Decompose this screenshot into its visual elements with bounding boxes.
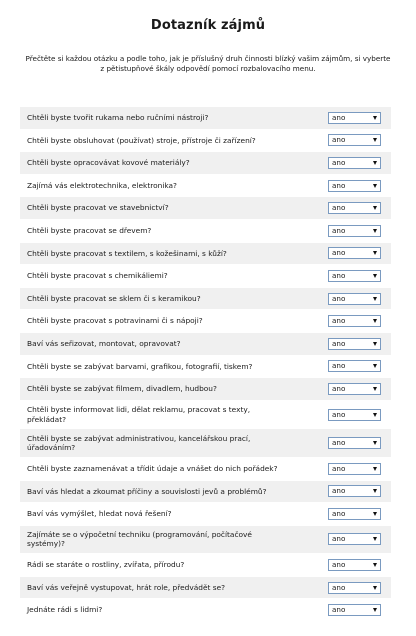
answer-value: ano [332, 112, 346, 122]
answer-value: ano [332, 203, 346, 213]
answer-value: ano [332, 293, 346, 303]
answer-select[interactable] [328, 225, 381, 237]
question-row [20, 310, 391, 333]
triangle-down-icon [373, 297, 377, 301]
triangle-down-icon [373, 563, 377, 567]
triangle-down-icon [373, 467, 377, 471]
question-row [20, 152, 391, 175]
answer-cell [299, 270, 391, 282]
answer-value: ano [332, 270, 346, 280]
answer-value: ano [332, 248, 346, 258]
answer-cell [299, 202, 391, 214]
answer-cell [299, 409, 391, 421]
answer-value: ano [332, 225, 346, 235]
question-text: Rádi se staráte o rostliny, zvířata, přírodu? [27, 560, 185, 570]
answer-select[interactable] [328, 409, 381, 421]
triangle-down-icon [373, 138, 377, 142]
answer-value: ano [332, 361, 346, 371]
page-title: Dotazník zájmů [150, 18, 266, 33]
question-row [20, 378, 391, 401]
question-row [20, 401, 391, 430]
answer-value: ano [332, 486, 346, 496]
answer-select[interactable] [328, 247, 381, 259]
question-text: Zajímá vás elektrotechnika, elektronika? [27, 180, 177, 190]
triangle-down-icon [373, 441, 377, 445]
question-text: Chtěli byste opracovávat kovové materiály? [27, 158, 190, 168]
answer-cell [299, 604, 391, 616]
question-text: Chtěli byste informovat lidi, dělat reklamu, pracovat s texty, překládat? [27, 404, 251, 424]
question-row [20, 429, 391, 458]
triangle-down-icon [373, 608, 377, 612]
triangle-down-icon [373, 512, 377, 516]
answer-cell [299, 134, 391, 146]
answer-value: ano [332, 534, 346, 544]
triangle-down-icon [373, 251, 377, 255]
triangle-down-icon [373, 184, 377, 188]
intro-text: Přečtěte si každou otázku a podle toho, jak je příslušný druh činnosti blízký vašim zájmům, si vyberte z pětistupňové škály odpovědí pomocí rozbalovacího menu. [25, 54, 391, 73]
triangle-down-icon [373, 537, 377, 541]
triangle-down-icon [373, 229, 377, 233]
answer-select[interactable] [328, 157, 381, 169]
triangle-down-icon [373, 489, 377, 493]
question-row [20, 220, 391, 243]
question-row [20, 554, 391, 577]
answer-cell [299, 559, 391, 571]
question-row [20, 458, 391, 481]
answer-select[interactable] [328, 508, 381, 520]
answer-value: ano [332, 135, 346, 145]
question-text: Chtěli byste se zabývat barvami, grafikou, fotografií, tiskem? [27, 361, 253, 371]
answer-value: ano [332, 409, 346, 419]
answer-value: ano [332, 582, 346, 592]
question-row [20, 243, 391, 266]
answer-cell [299, 293, 391, 305]
answer-select[interactable] [328, 383, 381, 395]
answer-cell [299, 485, 391, 497]
answer-select[interactable] [328, 270, 381, 282]
answer-value: ano [332, 560, 346, 570]
question-row [20, 526, 391, 555]
answer-select[interactable] [328, 604, 381, 616]
answer-select[interactable] [328, 463, 381, 475]
answer-value: ano [332, 463, 346, 473]
question-row [20, 333, 391, 356]
answer-value: ano [332, 316, 346, 326]
answer-value: ano [332, 605, 346, 615]
question-text: Chtěli byste pracovat se sklem či s keramikou? [27, 293, 201, 303]
answer-select[interactable] [328, 582, 381, 594]
question-text: Chtěli byste pracovat s textilem, s kožešinami, s kůží? [27, 248, 227, 258]
answer-select[interactable] [328, 180, 381, 192]
triangle-down-icon [373, 206, 377, 210]
answer-value: ano [332, 508, 346, 518]
triangle-down-icon [373, 413, 377, 417]
answer-cell [299, 180, 391, 192]
triangle-down-icon [373, 387, 377, 391]
question-text: Baví vás vymýšlet, hledat nová řešení? [27, 509, 172, 519]
answer-value: ano [332, 338, 346, 348]
triangle-down-icon [373, 342, 377, 346]
question-row [20, 599, 391, 622]
answer-select[interactable] [328, 338, 381, 350]
answer-value: ano [332, 438, 346, 448]
question-row [20, 577, 391, 600]
question-text: Zajímáte se o výpočetní techniku (programování, počítačové systémy)? [27, 529, 252, 549]
triangle-down-icon [373, 274, 377, 278]
question-row [20, 130, 391, 153]
question-text: Chtěli byste pracovat s potravinami či s nápoji? [27, 316, 203, 326]
question-text: Chtěli byste obsluhovat (používat) stroje, přístroje či zařízení? [27, 135, 256, 145]
answer-select[interactable] [328, 533, 381, 545]
answer-cell [299, 360, 391, 372]
question-text: Chtěli byste se zabývat administrativou, kancelářskou prací, úřadováním? [27, 433, 251, 453]
answer-select[interactable] [328, 112, 381, 124]
question-row [20, 197, 391, 220]
answer-cell [299, 225, 391, 237]
answer-select[interactable] [328, 134, 381, 146]
question-row [20, 288, 391, 311]
question-text: Baví vás seřizovat, montovat, opravovat? [27, 338, 181, 348]
triangle-down-icon [373, 319, 377, 323]
answer-select[interactable] [328, 315, 381, 327]
question-text: Chtěli byste pracovat ve stavebnictví? [27, 203, 169, 213]
question-row [20, 107, 391, 130]
triangle-down-icon [373, 161, 377, 165]
question-text: Baví vás hledat a zkoumat příčiny a souvislosti jevů a problémů? [27, 486, 267, 496]
question-text: Baví vás veřejně vystupovat, hrát role, předvádět se? [27, 582, 226, 592]
answer-cell [299, 533, 391, 545]
triangle-down-icon [373, 364, 377, 368]
answer-select[interactable] [328, 202, 381, 214]
answer-select[interactable] [328, 293, 381, 305]
answer-select[interactable] [328, 559, 381, 571]
question-text: Jednáte rádi s lidmi? [27, 605, 103, 615]
answer-cell [299, 508, 391, 520]
answer-cell [299, 582, 391, 594]
question-text: Chtěli byste zaznamenávat a třídit údaje a vnášet do nich pořádek? [27, 463, 278, 473]
question-row [20, 265, 391, 288]
answer-cell [299, 463, 391, 475]
answer-select[interactable] [328, 360, 381, 372]
answer-select[interactable] [328, 437, 381, 449]
triangle-down-icon [373, 586, 377, 590]
answer-value: ano [332, 180, 346, 190]
triangle-down-icon [373, 116, 377, 120]
answer-cell [299, 383, 391, 395]
question-row [20, 175, 391, 198]
answer-value: ano [332, 383, 346, 393]
answer-cell [299, 247, 391, 259]
question-text: Chtěli byste se zabývat filmem, divadlem, hudbou? [27, 384, 217, 394]
question-text: Chtěli byste pracovat se dřevem? [27, 225, 152, 235]
answer-cell [299, 157, 391, 169]
answer-cell [299, 112, 391, 124]
answer-select[interactable] [328, 485, 381, 497]
question-row [20, 481, 391, 504]
question-text: Chtěli byste pracovat s chemikáliemi? [27, 271, 168, 281]
answer-value: ano [332, 157, 346, 167]
question-row [20, 356, 391, 379]
question-row [20, 503, 391, 526]
questions-table [20, 107, 391, 622]
question-text: Chtěli byste tvořit rukama nebo ručními nástroji? [27, 113, 209, 122]
answer-cell [299, 437, 391, 449]
answer-cell [299, 315, 391, 327]
answer-cell [299, 338, 391, 350]
